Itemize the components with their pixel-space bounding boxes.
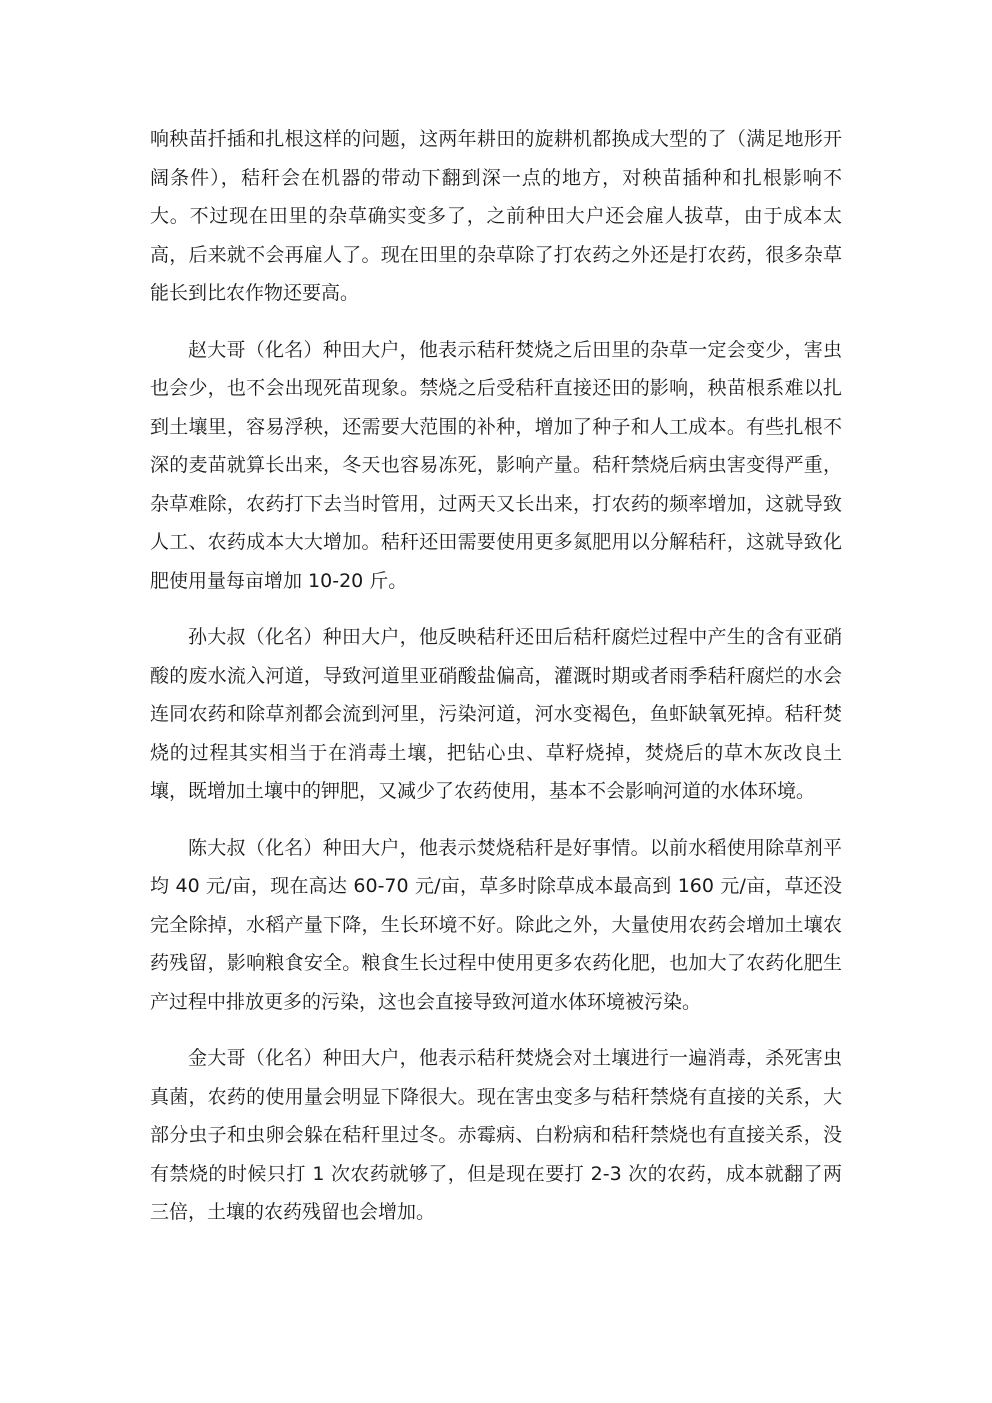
paragraph-zhao: 赵大哥（化名）种田大户，他表示秸秆焚烧之后田里的杂草一定会变少，害虫也会少，也不会出现死苗现象。禁烧之后受秸秆直接还田的影响，秧苗根系难以扎到土壤里，容易浮秧，还需要大范围的补种，增加了种子和人工成本。有些扎根不深的麦苗就算长出来，冬天也容易冻死，影响产量。秸秆禁烧后病虫害变得严重，杂草难除，农药打下去当时管用，过两天又长出来，打农药的频率增加，这就导致人工、农药成本大大增加。秸秆还田需要使用更多氮肥用以分解秸秆，这就导致化肥使用量每亩增加 10-20 斤。: [150, 338, 842, 592]
paragraph-sun: 孙大叔（化名）种田大户，他反映秸秆还田后秸秆腐烂过程中产生的含有亚硝酸的废水流入河道，导致河道里亚硝酸盐偏高，灌溉时期或者雨季秸秆腐烂的水会连同农药和除草剂都会流到河里，污染河道，河水变褐色，鱼虾缺氧死掉。秸秆焚烧的过程其实相当于在消毒土壤，把钻心虫、草籽烧掉，焚烧后的草木灰改良土壤，既增加土壤中的钾肥，又减少了农药使用，基本不会影响河道的水体环境。: [150, 626, 842, 802]
paragraph-jin: 金大哥（化名）种田大户，他表示秸秆焚烧会对土壤进行一遍消毒，杀死害虫真菌，农药的使用量会明显下降很大。现在害虫变多与秸秆禁烧有直接的关系，大部分虫子和虫卵会躲在秸秆里过冬。赤霉病、白粉病和秸秆禁烧也有直接关系，没有禁烧的时候只打 1 次农药就够了，但是现在要打 2-3 次的农药，成本就翻了两三倍，土壤的农药残留也会增加。: [150, 1047, 842, 1223]
paragraph-continued: 响秧苗扦插和扎根这样的问题，这两年耕田的旋耕机都换成大型的了（满足地形开阔条件），秸秆会在机器的带动下翻到深一点的地方，对秧苗插种和扎根影响不大。不过现在田里的杂草确实变多了，之前种田大户还会雇人拔草，由于成本太高，后来就不会再雇人了。现在田里的杂草除了打农药之外还是打农药，很多杂草能长到比农作物还要高。: [150, 128, 842, 304]
paragraph-chen: 陈大叔（化名）种田大户，他表示焚烧秸秆是好事情。以前水稻使用除草剂平均 40 元/亩，现在高达 60-70 元/亩，草多时除草成本最高到 160 元/亩，草还没完全除掉，水稻产量下降，生长环境不好。除此之外，大量使用农药会增加土壤农药残留，影响粮食安全。粮食生长过程中使用更多农药化肥，也加大了农药化肥生产过程中排放更多的污染，这也会直接导致河道水体环境被污染。: [150, 836, 842, 1013]
